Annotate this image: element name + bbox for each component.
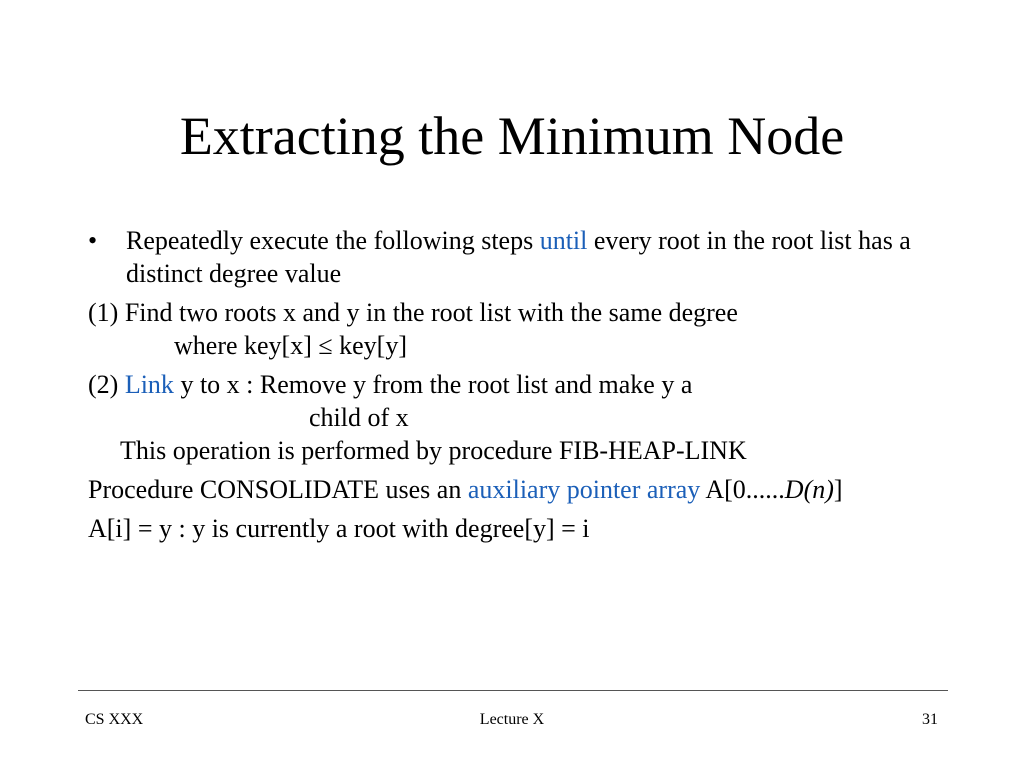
array-prefix: A[0......: [705, 475, 785, 504]
slide-body: [88, 224, 948, 545]
array-suffix: ]: [833, 475, 843, 504]
step-1-where: where key[x] ≤ key[y]: [174, 331, 407, 360]
footer-divider: [78, 690, 948, 691]
operation-note: This operation is performed by procedure FIB-HEAP-LINK: [120, 436, 747, 465]
bullet-icon: •: [88, 226, 98, 255]
footer-course: CS XXX: [85, 711, 144, 728]
footer-lecture: Lecture X: [479, 711, 545, 728]
consolidate-text: Procedure CONSOLIDATE uses an: [88, 475, 468, 504]
aux-array-highlight: auxiliary pointer array: [467, 475, 701, 504]
bullet-repeat: [88, 224, 948, 290]
consolidate-line: [88, 473, 948, 506]
step-2-prefix: (2): [88, 370, 125, 399]
footer-page-number: 31: [922, 711, 938, 728]
bullet-text-before: Repeatedly execute the following steps: [126, 226, 540, 255]
link-highlight: Link: [124, 370, 174, 399]
array-dn: D(n): [784, 475, 834, 504]
step-1: (1) Find two roots x and y in the root list with the same degree: [88, 298, 738, 327]
step-2-continuation: child of x: [309, 403, 409, 432]
bullet-text-after: every root in the root list has a distinct degree value: [126, 226, 911, 288]
step-2: [88, 368, 948, 401]
step-2-text: y to x : Remove y from the root list and make y a: [173, 370, 693, 399]
definition-line: A[i] = y : y is currently a root with degree[y] = i: [88, 514, 590, 543]
until-highlight: until: [539, 226, 588, 255]
slide-title: Extracting the Minimum Node: [179, 106, 845, 166]
